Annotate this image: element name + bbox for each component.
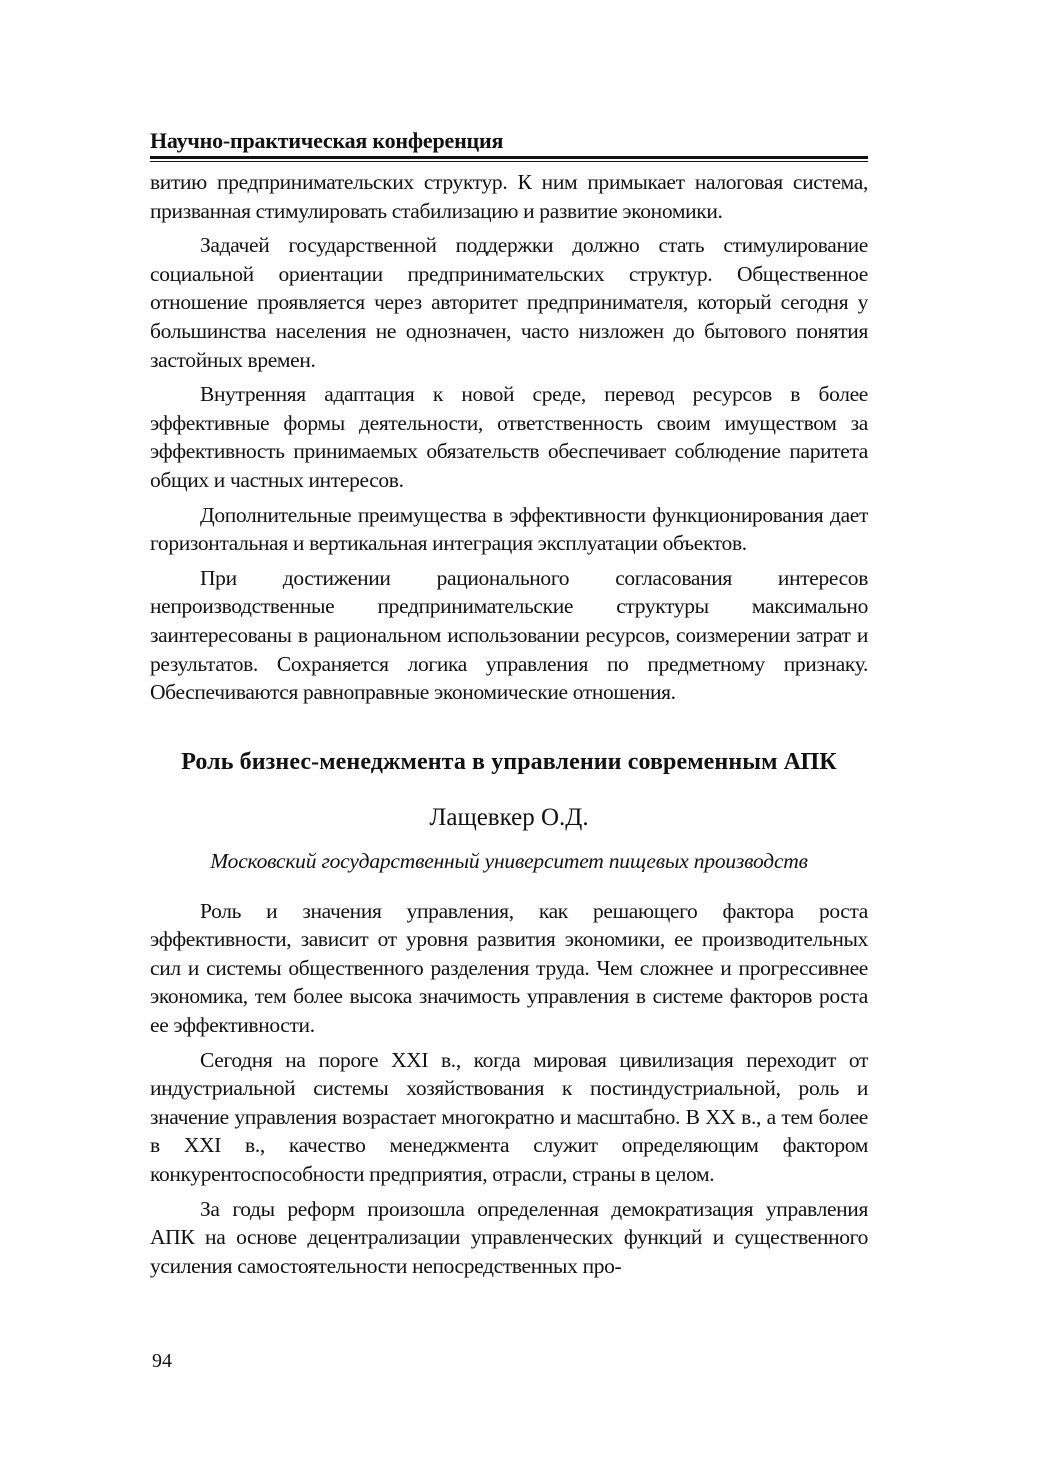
paragraph: При достижении рационального согласования интересов непроизводственные предпринимательские структуры максимально заинтересованы в рациональном использовании ресурсов, соизмерении затрат и результатов. Сохраняется логика управления по предметному признаку. Обеспечиваются равноправные экономические отношения. [150, 565, 868, 705]
article-author: Лащевкер О.Д. [429, 803, 589, 831]
header-rule [150, 156, 868, 162]
article-affiliation: Московский государственный университет пищевых производств [210, 848, 808, 873]
page-content [150, 128, 868, 1280]
running-header: Научно-практическая конференция [150, 128, 504, 153]
paragraph: Задачей государственной поддержки должно стать стимулирование социальной ориентации предпринимательских структур. Общественное отношение проявляется через авторитет предпринимателя, который сегодня у большинства населения не однозначен, часто низложен до бытового понятия застойных времен. [150, 233, 868, 372]
paragraph: витию предпринимательских структур. К ним примыкает налоговая система, призванная стимулировать стабилизацию и развитие экономики. [150, 170, 868, 223]
paragraph: Роль и значения управления, как решающего фактора роста эффективности, зависит от уровня развития экономики, ее производительных сил и системы общественного разделения труда. Чем сложнее и прогрессивнее экономика, тем более высока значимость управления в системе факторов роста ее эффективности. [150, 898, 868, 1038]
paragraph: Сегодня на пороге XXI в., когда мировая цивилизация переходит от индустриальной системы хозяйствования к постиндустриальной, роль и значение управления возрастает многократно и масштабно. В XX в., а тем более в XXI в., качество менеджмента служит определяющим фактором конкурентоспособности предприятия, отрасли, страны в целом. [150, 1047, 868, 1187]
page-number: 94 [152, 1350, 172, 1372]
paragraph: Дополнительные преимущества в эффективности функционирования дает горизонтальная и вертикальная интеграция эксплуатации объектов. [150, 502, 868, 556]
article-title: Роль бизнес-менеджмента в управлении современным АПК [181, 748, 837, 775]
paragraph: Внутренняя адаптация к новой среде, перевод ресурсов в более эффективные формы деятельности, ответственность своим имуществом за эффективность принимаемых обязательств обеспечивает соблюдение паритета общих и частных интересов. [150, 382, 868, 492]
article-body [150, 897, 868, 1281]
paragraph: За годы реформ произошла определенная демократизация управления АПК на основе децентрализации управленческих функций и существенного усиления самостоятельности непосредственных про- [150, 1196, 868, 1278]
